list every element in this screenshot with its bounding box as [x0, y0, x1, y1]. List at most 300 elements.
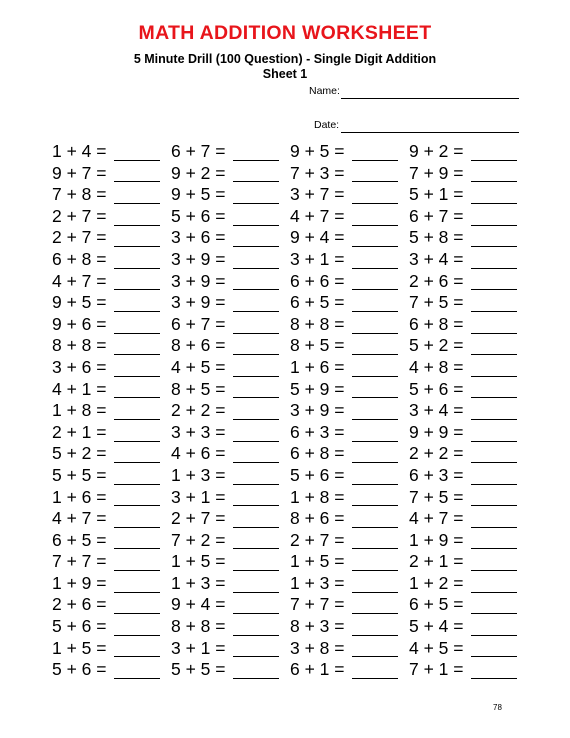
- answer-blank[interactable]: [114, 618, 160, 636]
- problem-expression: 4 + 7 =: [409, 508, 464, 529]
- problem-item: [290, 400, 409, 422]
- answer-blank[interactable]: [233, 251, 279, 269]
- problem-expression: 6 + 8 =: [52, 248, 107, 269]
- answer-blank[interactable]: [352, 639, 398, 657]
- answer-blank[interactable]: [471, 488, 517, 506]
- problem-expression: 7 + 8 =: [52, 184, 107, 205]
- problem-expression: 6 + 6 =: [290, 270, 345, 291]
- problem-item: [171, 357, 290, 379]
- date-label: Date:: [314, 119, 340, 131]
- answer-blank[interactable]: [352, 402, 398, 420]
- problem-item: [171, 184, 290, 206]
- problem-item: [290, 551, 409, 573]
- problem-expression: 1 + 2 =: [409, 572, 464, 593]
- answer-blank[interactable]: [471, 272, 517, 290]
- problem-item: [290, 508, 409, 530]
- problem-expression: 1 + 9 =: [409, 529, 464, 550]
- problem-expression: 3 + 9 =: [290, 400, 345, 421]
- answer-blank[interactable]: [352, 488, 398, 506]
- problem-expression: 3 + 9 =: [171, 292, 226, 313]
- problem-item: [409, 206, 522, 228]
- problem-item: [171, 616, 290, 638]
- problem-item: [52, 638, 171, 660]
- problem-expression: 5 + 2 =: [409, 335, 464, 356]
- answer-blank[interactable]: [233, 424, 279, 442]
- answer-blank[interactable]: [114, 143, 160, 161]
- answer-blank[interactable]: [471, 445, 517, 463]
- problem-item: [290, 357, 409, 379]
- problem-item: [171, 508, 290, 530]
- problem-expression: 9 + 7 =: [52, 162, 107, 183]
- problem-item: [409, 638, 522, 660]
- answer-blank[interactable]: [471, 208, 517, 226]
- answer-blank[interactable]: [352, 272, 398, 290]
- problem-item: [171, 400, 290, 422]
- answer-blank[interactable]: [114, 402, 160, 420]
- answer-blank[interactable]: [233, 337, 279, 355]
- answer-blank[interactable]: [352, 510, 398, 528]
- problem-expression: 4 + 6 =: [171, 443, 226, 464]
- answer-blank[interactable]: [233, 596, 279, 614]
- problem-expression: 6 + 8 =: [290, 443, 345, 464]
- problem-item: [171, 163, 290, 185]
- problem-expression: 8 + 8 =: [290, 313, 345, 334]
- answer-blank[interactable]: [114, 208, 160, 226]
- answer-blank[interactable]: [352, 337, 398, 355]
- problem-item: [171, 271, 290, 293]
- problem-expression: 1 + 5 =: [52, 637, 107, 658]
- answer-blank[interactable]: [114, 316, 160, 334]
- problem-item: [52, 249, 171, 271]
- problem-item: [171, 249, 290, 271]
- problem-expression: 8 + 3 =: [290, 616, 345, 637]
- problem-item: [409, 163, 522, 185]
- problem-item: [171, 594, 290, 616]
- answer-blank[interactable]: [352, 294, 398, 312]
- answer-blank[interactable]: [352, 208, 398, 226]
- problem-expression: 3 + 8 =: [290, 637, 345, 658]
- problem-item: [290, 638, 409, 660]
- problem-expression: 3 + 4 =: [409, 248, 464, 269]
- problem-expression: 6 + 5 =: [52, 529, 107, 550]
- problem-item: [52, 227, 171, 249]
- problem-item: [290, 292, 409, 314]
- problem-expression: 5 + 9 =: [290, 378, 345, 399]
- problem-item: [52, 400, 171, 422]
- problem-expression: 4 + 5 =: [171, 356, 226, 377]
- problem-item: [52, 206, 171, 228]
- answer-blank[interactable]: [471, 359, 517, 377]
- problem-expression: 5 + 5 =: [171, 659, 226, 680]
- problem-item: [52, 551, 171, 573]
- problem-item: [409, 465, 522, 487]
- answer-blank[interactable]: [114, 424, 160, 442]
- problem-expression: 2 + 2 =: [409, 443, 464, 464]
- problem-item: [171, 292, 290, 314]
- problem-item: [290, 487, 409, 509]
- problem-expression: 9 + 2 =: [409, 141, 464, 161]
- problem-item: [171, 206, 290, 228]
- problem-item: [52, 594, 171, 616]
- problem-item: [409, 573, 522, 595]
- problem-item: [290, 616, 409, 638]
- problem-item: [52, 530, 171, 552]
- answer-blank[interactable]: [471, 164, 517, 182]
- problem-expression: 1 + 4 =: [52, 141, 107, 161]
- problem-item: [290, 422, 409, 444]
- problem-expression: 6 + 5 =: [409, 594, 464, 615]
- problem-item: [290, 335, 409, 357]
- problem-expression: 8 + 8 =: [52, 335, 107, 356]
- answer-blank[interactable]: [114, 380, 160, 398]
- problem-item: [290, 659, 409, 681]
- problem-expression: 5 + 6 =: [171, 205, 226, 226]
- problem-item: [171, 573, 290, 595]
- problem-expression: 3 + 9 =: [171, 270, 226, 291]
- problem-item: [290, 594, 409, 616]
- problem-item: [409, 379, 522, 401]
- answer-blank[interactable]: [233, 510, 279, 528]
- problem-expression: 1 + 8 =: [290, 486, 345, 507]
- problem-expression: 6 + 1 =: [290, 659, 345, 680]
- problem-expression: 3 + 1 =: [171, 637, 226, 658]
- answer-blank[interactable]: [233, 208, 279, 226]
- problem-item: [171, 379, 290, 401]
- problem-expression: 6 + 8 =: [409, 313, 464, 334]
- problem-expression: 8 + 6 =: [290, 508, 345, 529]
- problem-expression: 3 + 6 =: [52, 356, 107, 377]
- problem-expression: 6 + 3 =: [290, 421, 345, 442]
- problem-item: [52, 465, 171, 487]
- answer-blank[interactable]: [233, 272, 279, 290]
- answer-blank[interactable]: [471, 337, 517, 355]
- problem-expression: 1 + 3 =: [171, 464, 226, 485]
- problem-expression: 1 + 9 =: [52, 572, 107, 593]
- problem-item: [290, 249, 409, 271]
- answer-blank[interactable]: [114, 575, 160, 593]
- answer-blank[interactable]: [233, 639, 279, 657]
- problem-item: [409, 487, 522, 509]
- answer-blank[interactable]: [352, 424, 398, 442]
- problem-expression: 6 + 7 =: [171, 313, 226, 334]
- problem-item: [52, 184, 171, 206]
- answer-blank[interactable]: [471, 229, 517, 247]
- answer-blank[interactable]: [233, 143, 279, 161]
- answer-blank[interactable]: [233, 618, 279, 636]
- answer-blank[interactable]: [114, 337, 160, 355]
- answer-blank[interactable]: [114, 251, 160, 269]
- answer-blank[interactable]: [352, 251, 398, 269]
- problem-item: [409, 292, 522, 314]
- answer-blank[interactable]: [352, 316, 398, 334]
- problem-expression: 1 + 6 =: [52, 486, 107, 507]
- answer-blank[interactable]: [471, 661, 517, 679]
- problem-item: [409, 271, 522, 293]
- answer-blank[interactable]: [352, 143, 398, 161]
- problem-item: [290, 227, 409, 249]
- problem-item: [409, 422, 522, 444]
- problem-expression: 3 + 3 =: [171, 421, 226, 442]
- answer-blank[interactable]: [233, 467, 279, 485]
- answer-blank[interactable]: [114, 445, 160, 463]
- problem-item: [409, 227, 522, 249]
- problem-item: [409, 357, 522, 379]
- problem-expression: 9 + 4 =: [171, 594, 226, 615]
- answer-blank[interactable]: [114, 186, 160, 204]
- problem-expression: 3 + 9 =: [171, 248, 226, 269]
- name-label: Name:: [309, 85, 340, 97]
- answer-blank[interactable]: [471, 510, 517, 528]
- problem-item: [409, 400, 522, 422]
- answer-blank[interactable]: [233, 164, 279, 182]
- problem-expression: 2 + 1 =: [409, 551, 464, 572]
- problem-expression: 7 + 7 =: [290, 594, 345, 615]
- answer-blank[interactable]: [233, 402, 279, 420]
- page-number: 78: [493, 703, 502, 712]
- answer-blank[interactable]: [352, 359, 398, 377]
- problem-expression: 5 + 6 =: [52, 659, 107, 680]
- problem-item: [409, 508, 522, 530]
- problem-item: [409, 314, 522, 336]
- problem-expression: 8 + 5 =: [171, 378, 226, 399]
- answer-blank[interactable]: [114, 661, 160, 679]
- problem-expression: 7 + 3 =: [290, 162, 345, 183]
- problem-expression: 7 + 7 =: [52, 551, 107, 572]
- problem-item: [171, 443, 290, 465]
- problem-item: [290, 379, 409, 401]
- answer-blank[interactable]: [352, 531, 398, 549]
- problem-expression: 5 + 1 =: [409, 184, 464, 205]
- problem-expression: 8 + 5 =: [290, 335, 345, 356]
- problem-item: [52, 335, 171, 357]
- problem-expression: 8 + 8 =: [171, 616, 226, 637]
- problem-item: [52, 379, 171, 401]
- problem-item: [409, 141, 522, 163]
- answer-blank[interactable]: [471, 596, 517, 614]
- answer-blank[interactable]: [471, 639, 517, 657]
- answer-blank[interactable]: [233, 488, 279, 506]
- problem-expression: 5 + 6 =: [52, 616, 107, 637]
- problem-item: [52, 443, 171, 465]
- problem-expression: 9 + 4 =: [290, 227, 345, 248]
- problem-expression: 6 + 3 =: [409, 464, 464, 485]
- answer-blank[interactable]: [471, 575, 517, 593]
- answer-blank[interactable]: [471, 467, 517, 485]
- problem-expression: 9 + 2 =: [171, 162, 226, 183]
- problem-expression: 9 + 5 =: [290, 141, 345, 161]
- problem-expression: 4 + 5 =: [409, 637, 464, 658]
- answer-blank[interactable]: [352, 618, 398, 636]
- problem-expression: 5 + 5 =: [52, 464, 107, 485]
- problem-expression: 3 + 1 =: [290, 248, 345, 269]
- answer-blank[interactable]: [114, 596, 160, 614]
- problem-item: [409, 249, 522, 271]
- answer-blank[interactable]: [471, 251, 517, 269]
- problem-expression: 9 + 5 =: [52, 292, 107, 313]
- answer-blank[interactable]: [471, 424, 517, 442]
- answer-blank[interactable]: [233, 186, 279, 204]
- answer-blank[interactable]: [471, 618, 517, 636]
- problem-expression: 5 + 8 =: [409, 227, 464, 248]
- problem-item: [171, 530, 290, 552]
- problem-expression: 8 + 6 =: [171, 335, 226, 356]
- problem-item: [290, 141, 409, 163]
- answer-blank[interactable]: [233, 359, 279, 377]
- answer-blank[interactable]: [352, 229, 398, 247]
- problem-item: [52, 616, 171, 638]
- problem-item: [52, 659, 171, 681]
- problem-expression: 2 + 7 =: [52, 227, 107, 248]
- problem-expression: 1 + 8 =: [52, 400, 107, 421]
- problem-expression: 2 + 2 =: [171, 400, 226, 421]
- problem-item: [171, 335, 290, 357]
- problem-item: [290, 314, 409, 336]
- answer-blank[interactable]: [233, 229, 279, 247]
- problem-grid: [52, 141, 522, 681]
- problem-item: [52, 141, 171, 163]
- problem-item: [171, 659, 290, 681]
- answer-blank[interactable]: [114, 510, 160, 528]
- problem-expression: 3 + 1 =: [171, 486, 226, 507]
- name-field[interactable]: [341, 98, 519, 99]
- problem-expression: 5 + 6 =: [290, 464, 345, 485]
- answer-blank[interactable]: [114, 553, 160, 571]
- problem-item: [409, 616, 522, 638]
- answer-blank[interactable]: [352, 661, 398, 679]
- answer-blank[interactable]: [233, 553, 279, 571]
- problem-item: [409, 551, 522, 573]
- problem-item: [409, 594, 522, 616]
- problem-item: [171, 227, 290, 249]
- problem-expression: 7 + 9 =: [409, 162, 464, 183]
- answer-blank[interactable]: [114, 294, 160, 312]
- answer-blank[interactable]: [471, 143, 517, 161]
- problem-item: [409, 659, 522, 681]
- answer-blank[interactable]: [233, 316, 279, 334]
- problem-expression: 4 + 7 =: [290, 205, 345, 226]
- answer-blank[interactable]: [114, 164, 160, 182]
- problem-item: [52, 573, 171, 595]
- problem-expression: 1 + 3 =: [290, 572, 345, 593]
- problem-expression: 1 + 6 =: [290, 356, 345, 377]
- answer-blank[interactable]: [233, 575, 279, 593]
- problem-expression: 7 + 5 =: [409, 486, 464, 507]
- answer-blank[interactable]: [352, 553, 398, 571]
- problem-item: [52, 487, 171, 509]
- answer-blank[interactable]: [352, 596, 398, 614]
- problem-item: [409, 443, 522, 465]
- answer-blank[interactable]: [471, 186, 517, 204]
- problem-item: [409, 335, 522, 357]
- answer-blank[interactable]: [471, 380, 517, 398]
- problem-item: [171, 314, 290, 336]
- answer-blank[interactable]: [471, 316, 517, 334]
- answer-blank[interactable]: [471, 402, 517, 420]
- problem-expression: 2 + 1 =: [52, 421, 107, 442]
- answer-blank[interactable]: [114, 488, 160, 506]
- problem-expression: 2 + 7 =: [52, 205, 107, 226]
- problem-expression: 1 + 5 =: [171, 551, 226, 572]
- problem-item: [290, 573, 409, 595]
- problem-expression: 3 + 4 =: [409, 400, 464, 421]
- problem-item: [290, 271, 409, 293]
- problem-item: [52, 163, 171, 185]
- problem-item: [290, 443, 409, 465]
- answer-blank[interactable]: [352, 445, 398, 463]
- answer-blank[interactable]: [233, 294, 279, 312]
- problem-item: [52, 508, 171, 530]
- answer-blank[interactable]: [471, 294, 517, 312]
- problem-expression: 2 + 6 =: [409, 270, 464, 291]
- answer-blank[interactable]: [233, 661, 279, 679]
- answer-blank[interactable]: [233, 445, 279, 463]
- problem-expression: 9 + 5 =: [171, 184, 226, 205]
- problem-item: [290, 465, 409, 487]
- problem-item: [290, 163, 409, 185]
- problem-item: [52, 314, 171, 336]
- answer-blank[interactable]: [233, 380, 279, 398]
- answer-blank[interactable]: [114, 531, 160, 549]
- problem-expression: 4 + 1 =: [52, 378, 107, 399]
- answer-blank[interactable]: [352, 186, 398, 204]
- answer-blank[interactable]: [352, 575, 398, 593]
- problem-item: [171, 638, 290, 660]
- problem-item: [290, 206, 409, 228]
- answer-blank[interactable]: [114, 359, 160, 377]
- answer-blank[interactable]: [114, 229, 160, 247]
- problem-item: [290, 184, 409, 206]
- sheet-label: Sheet 1: [262, 67, 308, 81]
- problem-item: [171, 141, 290, 163]
- problem-item: [171, 487, 290, 509]
- problem-expression: 6 + 7 =: [171, 141, 226, 161]
- problem-item: [409, 184, 522, 206]
- worksheet-title: MATH ADDITION WORKSHEET: [138, 22, 432, 44]
- problem-item: [171, 551, 290, 573]
- answer-blank[interactable]: [352, 380, 398, 398]
- problem-expression: 1 + 5 =: [290, 551, 345, 572]
- answer-blank[interactable]: [352, 467, 398, 485]
- problem-expression: 6 + 5 =: [290, 292, 345, 313]
- problem-expression: 2 + 7 =: [171, 508, 226, 529]
- problem-expression: 5 + 6 =: [409, 378, 464, 399]
- problem-item: [52, 271, 171, 293]
- answer-blank[interactable]: [114, 639, 160, 657]
- date-field[interactable]: [341, 132, 519, 133]
- problem-expression: 4 + 7 =: [52, 508, 107, 529]
- problem-item: [290, 530, 409, 552]
- problem-item: [52, 292, 171, 314]
- answer-blank[interactable]: [471, 531, 517, 549]
- problem-expression: 4 + 8 =: [409, 356, 464, 377]
- problem-expression: 2 + 6 =: [52, 594, 107, 615]
- answer-blank[interactable]: [352, 164, 398, 182]
- answer-blank[interactable]: [114, 467, 160, 485]
- answer-blank[interactable]: [233, 531, 279, 549]
- problem-item: [409, 530, 522, 552]
- problem-expression: 9 + 9 =: [409, 421, 464, 442]
- problem-expression: 5 + 4 =: [409, 616, 464, 637]
- problem-expression: 1 + 3 =: [171, 572, 226, 593]
- problem-expression: 2 + 7 =: [290, 529, 345, 550]
- answer-blank[interactable]: [114, 272, 160, 290]
- answer-blank[interactable]: [471, 553, 517, 571]
- problem-expression: 5 + 2 =: [52, 443, 107, 464]
- problem-item: [171, 422, 290, 444]
- problem-expression: 4 + 7 =: [52, 270, 107, 291]
- problem-expression: 6 + 7 =: [409, 205, 464, 226]
- problem-expression: 3 + 6 =: [171, 227, 226, 248]
